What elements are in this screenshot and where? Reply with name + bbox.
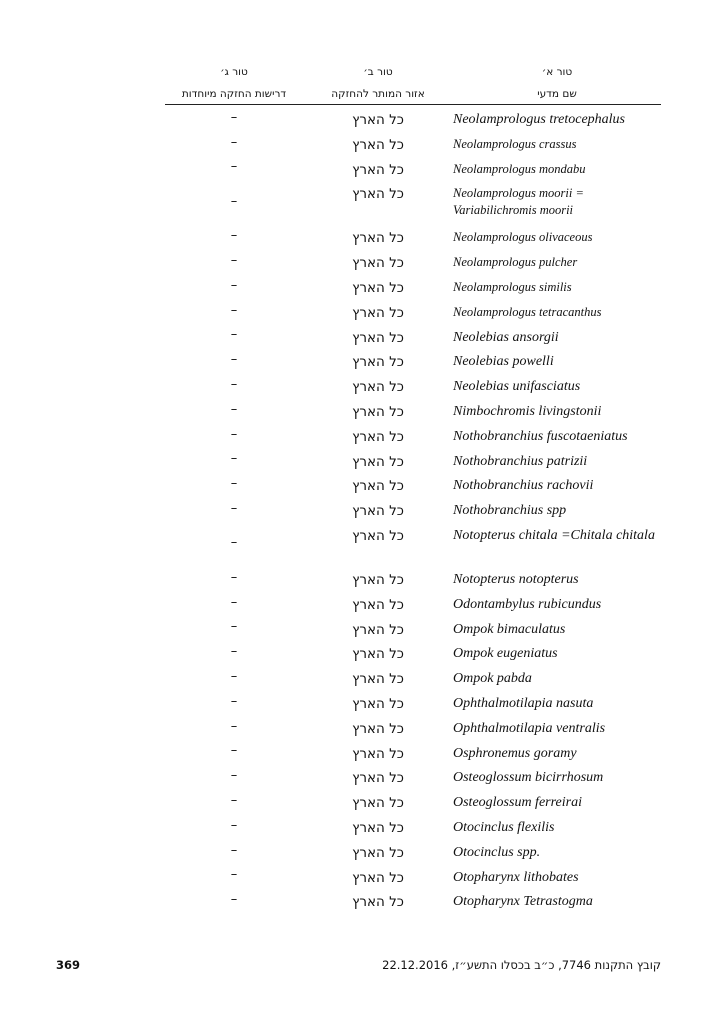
permitted-area: כל הארץ: [352, 279, 404, 296]
table-row: [165, 130, 661, 155]
page-number: 369: [56, 958, 81, 972]
table-row: [165, 763, 661, 788]
species-name: Osphronemus goramy: [453, 745, 577, 761]
species-name: Neolamprologus similis: [453, 279, 572, 294]
special-requirements: –: [230, 768, 238, 784]
table-row: [165, 565, 661, 590]
species-name: Neolamprologus moorii = Variabilichromis moorii: [453, 186, 584, 218]
special-requirements: –: [230, 109, 238, 125]
permitted-area: כל הארץ: [352, 304, 404, 321]
permitted-area: כל הארץ: [352, 571, 404, 588]
header-col-c-subtitle: דרישות החזקה מיוחדות: [181, 88, 287, 100]
special-requirements: –: [230, 134, 238, 150]
table-row: [165, 422, 661, 447]
permitted-area: כל הארץ: [352, 596, 404, 613]
species-name: Osteoglossum ferreirai: [453, 795, 582, 811]
species-table: [165, 64, 661, 912]
special-requirements: –: [230, 569, 238, 585]
special-requirements: –: [230, 253, 238, 269]
table-row: [165, 521, 661, 565]
special-requirements: –: [230, 401, 238, 417]
table-row: [165, 590, 661, 615]
permitted-area: כל הארץ: [352, 745, 404, 762]
table-row: [165, 639, 661, 664]
species-name: Neolamprologus crassus: [453, 136, 577, 151]
table-row: [165, 323, 661, 348]
table-row: [165, 496, 661, 521]
special-requirements: –: [230, 352, 238, 368]
permitted-area: כל הארץ: [352, 671, 404, 688]
permitted-area: כל הארץ: [352, 695, 404, 712]
permitted-area: כל הארץ: [352, 112, 404, 128]
species-name: Nothobranchius spp: [453, 503, 567, 519]
header-col-b: [303, 64, 453, 104]
table-row: [165, 179, 661, 223]
table-row: [165, 887, 661, 912]
species-name: Neolebias powelli: [453, 354, 554, 370]
species-name: Neolebias ansorgii: [453, 329, 559, 345]
permitted-area: כל הארץ: [352, 354, 404, 371]
species-name: Nothobranchius rachovii: [453, 478, 594, 494]
species-name: Otopharynx Tetrastogma: [453, 894, 593, 910]
special-requirements: –: [230, 228, 238, 244]
species-name: Neolebias unifasciatus: [453, 379, 581, 395]
header-col-a-subtitle: שם מדעי: [537, 88, 577, 100]
species-name: Ompok pabda: [453, 671, 532, 687]
table-row: [165, 447, 661, 472]
special-requirements: –: [230, 817, 238, 833]
species-name: Ompok bimaculatus: [453, 621, 566, 637]
table-row: [165, 397, 661, 422]
permitted-area: כל הארץ: [352, 869, 404, 886]
permitted-area: כל הארץ: [352, 819, 404, 836]
special-requirements: –: [230, 619, 238, 635]
species-name: Neolamprologus pulcher: [453, 255, 578, 270]
table-row: [165, 689, 661, 714]
table-row: [165, 813, 661, 838]
special-requirements: –: [230, 302, 238, 318]
permitted-area: כל הארץ: [352, 230, 404, 247]
table-row: [165, 347, 661, 372]
special-requirements: –: [230, 535, 238, 551]
table-row: [165, 273, 661, 298]
species-name: Neolamprologus tetracanthus: [453, 304, 602, 319]
special-requirements: –: [230, 193, 238, 209]
special-requirements: –: [230, 892, 238, 908]
special-requirements: –: [230, 277, 238, 293]
permitted-area: כל הארץ: [352, 255, 404, 272]
table-row: [165, 471, 661, 496]
table-row: [165, 155, 661, 180]
permitted-area: כל הארץ: [352, 527, 404, 544]
permitted-area: כל הארץ: [352, 770, 404, 787]
table-row: [165, 372, 661, 397]
species-name: Nothobranchius patrizii: [453, 453, 588, 469]
species-name: Otopharynx lithobates: [453, 869, 579, 885]
special-requirements: –: [230, 793, 238, 809]
species-name: Notopterus chitala =Chitala chitala: [453, 527, 655, 543]
permitted-area: כל הארץ: [352, 379, 404, 396]
permitted-area: כל הארץ: [352, 453, 404, 470]
special-requirements: –: [230, 377, 238, 393]
species-name: Neolamprologus mondabu: [453, 161, 586, 176]
table-row: [165, 615, 661, 640]
species-name: Ompok eugeniatus: [453, 646, 558, 662]
table-row: [165, 788, 661, 813]
permitted-area: כל הארץ: [352, 621, 404, 638]
table-row: [165, 863, 661, 888]
species-name: Ophthalmotilapia nasuta: [453, 695, 594, 711]
species-name: Neolamprologus tretocephalus: [453, 112, 626, 127]
species-name: Nimbochromis livingstonii: [453, 403, 602, 419]
table-row: [165, 838, 661, 863]
permitted-area: כל הארץ: [352, 646, 404, 663]
permitted-area: כל הארץ: [352, 428, 404, 445]
permitted-area: כל הארץ: [352, 136, 404, 153]
special-requirements: –: [230, 501, 238, 517]
species-name: Neolamprologus olivaceous: [453, 230, 593, 245]
header-col-a: [453, 64, 661, 104]
permitted-area: כל הארץ: [352, 161, 404, 178]
special-requirements: –: [230, 327, 238, 343]
table-header: [165, 64, 661, 105]
special-requirements: –: [230, 867, 238, 883]
species-name: Osteoglossum bicirrhosum: [453, 770, 604, 786]
special-requirements: –: [230, 718, 238, 734]
special-requirements: –: [230, 669, 238, 685]
permitted-area: כל הארץ: [352, 186, 404, 203]
table-row: [165, 223, 661, 248]
special-requirements: –: [230, 644, 238, 660]
species-name: Otocinclus flexilis: [453, 819, 555, 835]
page-footer: [56, 958, 661, 972]
species-name: Odontambylus rubicundus: [453, 596, 602, 612]
header-col-b-subtitle: אזור המותר להחזקה: [331, 88, 425, 100]
species-name: Notopterus notopterus: [453, 571, 579, 587]
table-row: [165, 298, 661, 323]
table-row: [165, 739, 661, 764]
gazette-citation: קובץ התקנות 7746, כ״ב בכסלו התשע״ז, 22.12.2016: [382, 958, 661, 972]
special-requirements: –: [230, 743, 238, 759]
special-requirements: –: [230, 159, 238, 175]
table-row: [165, 105, 661, 130]
permitted-area: כל הארץ: [352, 478, 404, 495]
permitted-area: כל הארץ: [352, 795, 404, 812]
species-name: Otocinclus spp.: [453, 844, 541, 860]
permitted-area: כל הארץ: [352, 894, 404, 911]
special-requirements: –: [230, 451, 238, 467]
permitted-area: כל הארץ: [352, 720, 404, 737]
table-row: [165, 714, 661, 739]
header-col-a-title: טור א׳: [541, 66, 573, 78]
permitted-area: כל הארץ: [352, 403, 404, 420]
permitted-area: כל הארץ: [352, 503, 404, 520]
special-requirements: –: [230, 693, 238, 709]
permitted-area: כל הארץ: [352, 329, 404, 346]
special-requirements: –: [230, 476, 238, 492]
table-row: [165, 664, 661, 689]
header-col-c-title: טור ג׳: [220, 66, 248, 78]
table-body: [165, 105, 661, 912]
header-col-b-title: טור ב׳: [363, 66, 393, 78]
special-requirements: –: [230, 426, 238, 442]
species-name: Nothobranchius fuscotaeniatus: [453, 428, 628, 444]
special-requirements: –: [230, 842, 238, 858]
header-col-c: [165, 64, 303, 104]
permitted-area: כל הארץ: [352, 844, 404, 861]
table-row: [165, 248, 661, 273]
special-requirements: –: [230, 594, 238, 610]
species-name: Ophthalmotilapia ventralis: [453, 720, 606, 736]
